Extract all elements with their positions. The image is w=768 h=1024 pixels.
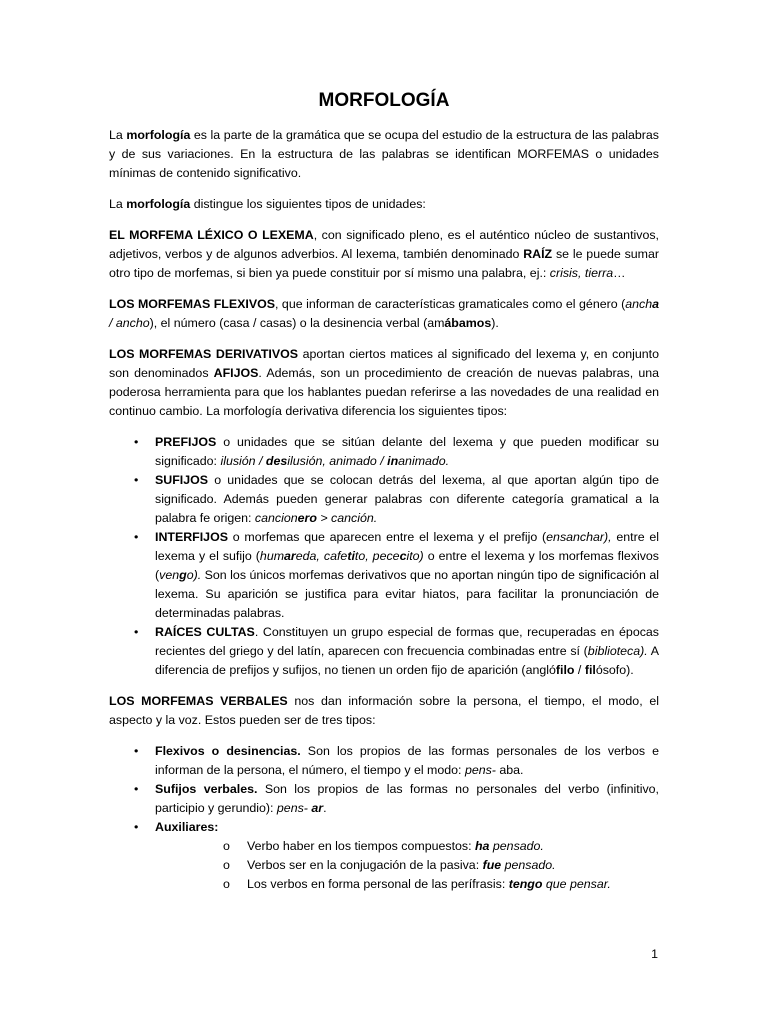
italic-example: que pensar. <box>542 877 611 891</box>
sublist-item <box>155 856 659 875</box>
bold-term: RAÍCES CULTAS <box>155 625 255 639</box>
text-run: . <box>323 801 327 815</box>
bold-italic-morpheme: g <box>179 568 187 582</box>
bold-italic-morpheme: des <box>265 454 288 468</box>
bullet-icon: • <box>134 744 139 758</box>
text-run: , con significado pleno, es el auténtico núcleo de sustantivos, adjetivos, verbos y de algunos adverbios. Al lexema, también denominado <box>109 228 659 261</box>
sublist-item <box>155 837 659 856</box>
text-run: . Constituyen un grupo especial de formas que, recuperadas en épocas recientes del griego y del latín, aparecen con frecuencia combinadas entre sí ( <box>155 625 659 658</box>
bold-italic-morpheme: tengo <box>508 877 543 891</box>
italic-example: pensado. <box>501 858 556 872</box>
document-page <box>109 88 659 906</box>
list-item-raices-cultas <box>109 623 659 680</box>
text-run: / <box>574 663 585 677</box>
bold-term: LOS MORFEMAS VERBALES <box>109 694 288 708</box>
derivativos-paragraph <box>109 345 659 421</box>
text-run: es la parte de la gramática que se ocupa del estudio de la estructura de las palabras y de sus variaciones. En la estructura de las palabras se identifican MORFEMAS o unidades mínimas de contenido significativo. <box>109 128 659 180</box>
list-item-prefijos <box>109 433 659 471</box>
bold-term: SUFIJOS <box>155 473 209 487</box>
bullet-icon: • <box>134 625 139 639</box>
bold-term: Sufijos verbales. <box>155 782 258 796</box>
text-run: Los verbos en forma personal de las perífrasis: <box>247 877 509 891</box>
text-run: nos dan información sobre la persona, el tiempo, el modo, el aspecto y la voz. Estos pueden ser de tres tipos: <box>109 694 659 727</box>
circle-bullet-icon: o <box>223 858 230 872</box>
list-item-interfijos <box>109 528 659 623</box>
text-run: se le puede sumar otro tipo de morfemas, si bien ya puede constituir por sí mismo una palabra, ej.: <box>109 247 659 280</box>
italic-example: eda, cafe <box>295 549 348 563</box>
italic-example: / ancho <box>109 316 150 330</box>
italic-example: ito) <box>406 549 424 563</box>
bold-term: EL MORFEMA LÉXICO O LEXEMA <box>109 228 314 242</box>
bullet-icon: • <box>134 820 139 834</box>
bold-term: AFIJOS <box>213 366 259 380</box>
intro-paragraph <box>109 126 659 183</box>
italic-example: animado. <box>398 454 450 468</box>
text-run: Son los propios de las formas personales de los verbos e informan de la persona, el número, el tiempo y el modo: <box>155 744 660 777</box>
bold-term: ábamos <box>444 316 492 330</box>
bold-term: RAÍZ <box>523 247 553 261</box>
text-run: entre el lexema y el sufijo ( <box>155 530 659 563</box>
text-run: o unidades que se sitúan delante del lexema y que pueden modificar su significado: <box>155 435 659 468</box>
bold-term: INTERFIJOS <box>155 530 228 544</box>
italic-example: ensanchar), <box>546 530 612 544</box>
verbales-paragraph <box>109 692 659 730</box>
bold-italic-morpheme: a <box>652 297 660 311</box>
bold-term: LOS MORFEMAS FLEXIVOS <box>109 297 275 311</box>
text-run: Verbo haber en los tiempos compuestos: <box>247 839 475 853</box>
text-run: … <box>613 266 626 280</box>
bold-term: morfología <box>126 197 191 211</box>
bold-italic-morpheme: ha <box>474 839 490 853</box>
italic-example: hum <box>259 549 285 563</box>
page-number: 1 <box>651 947 658 961</box>
italic-example: o). <box>186 568 202 582</box>
text-run: ), el número (casa / casas) o la desinencia verbal (am <box>149 316 445 330</box>
bullet-icon: • <box>134 782 139 796</box>
italic-example: ven <box>159 568 180 582</box>
text-run: La <box>109 197 127 211</box>
text-run: Son los propios de las formas no personales del verbo (infinitivo, participio y gerundio): <box>155 782 659 815</box>
lexema-paragraph <box>109 226 659 283</box>
italic-example: crisis, tierra <box>549 266 614 280</box>
italic-example: to, pece <box>354 549 400 563</box>
text-run: Verbos ser en la conjugación de la pasiva: <box>247 858 483 872</box>
bold-italic-morpheme: ar <box>311 801 324 815</box>
text-run: o entre el lexema y los morfemas flexivos ( <box>155 549 659 582</box>
bold-italic-morpheme: ti <box>347 549 355 563</box>
text-run: distingue los siguientes tipos de unidades: <box>190 197 426 211</box>
derivative-types-list <box>109 433 659 680</box>
text-run: La <box>109 128 127 142</box>
text-run: , que informan de características gramaticales como el género ( <box>275 297 626 311</box>
bold-term: filo <box>555 663 575 677</box>
bullet-icon: • <box>134 435 139 449</box>
bold-term: fil <box>584 663 596 677</box>
list-item-auxiliares <box>109 818 659 894</box>
italic-example: biblioteca). <box>587 644 648 658</box>
page-title: MORFOLOGÍA <box>318 90 450 111</box>
flexivos-paragraph <box>109 295 659 333</box>
text-run: ). <box>491 316 499 330</box>
bold-italic-morpheme: fue <box>482 858 502 872</box>
auxiliares-sublist <box>155 837 659 894</box>
italic-example: ilusión / <box>220 454 266 468</box>
italic-example: > canción. <box>316 511 378 525</box>
italic-example: pens- <box>276 801 312 815</box>
text-run: o unidades que se colocan detrás del lexema, al que aportan algún tipo de significado. Además pueden generar palabras con diferente categoría gramatical a la palabra fe origen: <box>155 473 659 525</box>
italic-example: anch <box>625 297 653 311</box>
text-run: aportan ciertos matices al significado del lexema y, en conjunto son denominados <box>109 347 659 380</box>
text-run: o morfemas que aparecen entre el lexema y el prefijo ( <box>227 530 547 544</box>
circle-bullet-icon: o <box>223 877 230 891</box>
types-intro-paragraph <box>109 195 659 214</box>
text-run: Son los únicos morfemas derivativos que no aportan ningún tipo de significación al lexema. Su aparición se justifica para evitar hiatos, para facilitar la pronunciación de determinadas palabras. <box>155 568 659 620</box>
italic-example: pens- <box>464 763 496 777</box>
list-item-sufijos <box>109 471 659 528</box>
verbal-morphemes-list <box>109 742 659 894</box>
bold-term: LOS MORFEMAS DERIVATIVOS <box>109 347 299 361</box>
bold-term: PREFIJOS <box>155 435 217 449</box>
bold-italic-morpheme: ar <box>284 549 296 563</box>
text-run: . Además, son un procedimiento de creación de nuevas palabras, una poderosa herramienta para que los hablantes puedan referirse a las novedades de una realidad en continuo cambio. La morfología derivativa diferencia los siguientes tipos: <box>109 366 660 418</box>
bold-italic-morpheme: in <box>387 454 399 468</box>
italic-example: ilusión, animado / <box>287 454 388 468</box>
bullet-icon: • <box>134 473 139 487</box>
italic-example: pensado. <box>489 839 544 853</box>
list-item-sufijos-verbales <box>109 780 659 818</box>
sublist-item <box>155 875 659 894</box>
bold-term: morfología <box>126 128 191 142</box>
text-run: aba. <box>495 763 524 777</box>
bold-term: Flexivos o desinencias. <box>155 744 301 758</box>
bold-italic-morpheme: ero <box>297 511 317 525</box>
bullet-icon: • <box>134 530 139 544</box>
italic-example: cancion <box>254 511 298 525</box>
list-item-flexivos-desinencias <box>109 742 659 780</box>
text-run: ósofo). <box>595 663 634 677</box>
bold-term: Auxiliares: <box>155 820 219 834</box>
bold-italic-morpheme: c <box>399 549 407 563</box>
circle-bullet-icon: o <box>223 839 230 853</box>
text-run: A diferencia de prefijos y sufijos, no tienen un orden fijo de aparición (angló <box>155 644 659 677</box>
